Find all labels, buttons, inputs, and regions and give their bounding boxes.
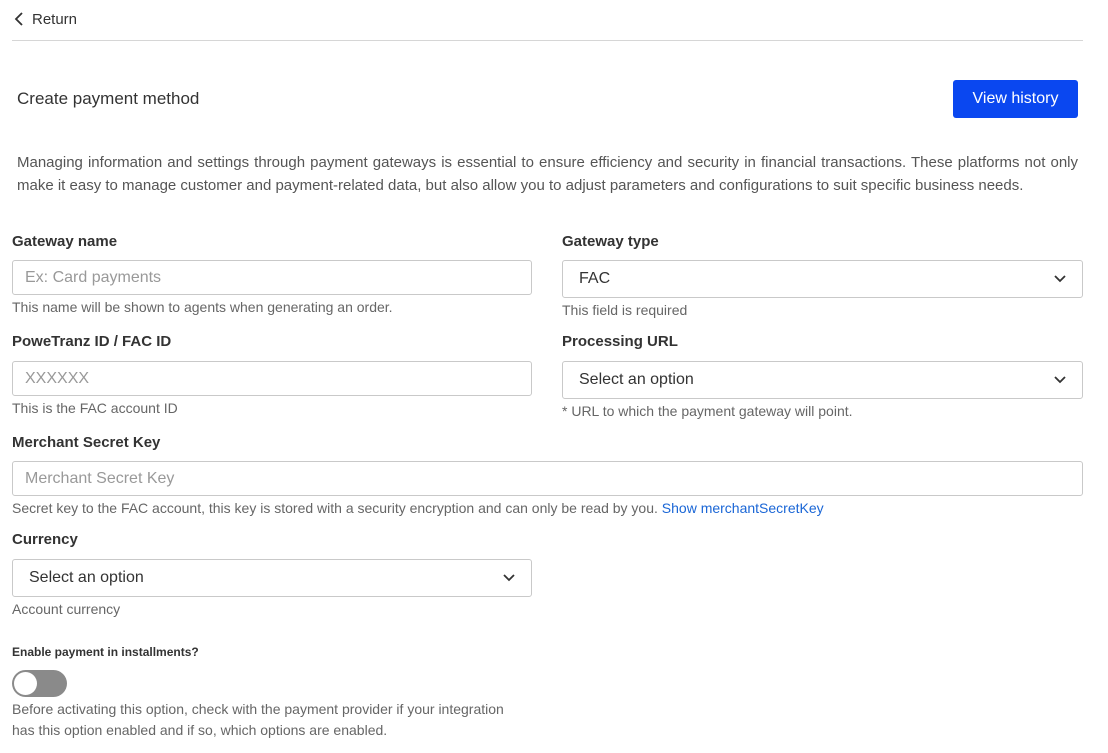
header-divider xyxy=(12,40,1083,41)
view-history-button[interactable]: View history xyxy=(953,80,1078,118)
installments-label: Enable payment in installments? xyxy=(12,645,199,659)
installments-toggle[interactable] xyxy=(12,670,67,697)
chevron-down-icon xyxy=(1054,275,1066,283)
gateway-type-help: This field is required xyxy=(562,302,688,318)
fac-id-help: This is the FAC account ID xyxy=(12,400,178,416)
gateway-type-select[interactable] xyxy=(562,260,1083,298)
secret-key-label: Merchant Secret Key xyxy=(12,434,161,451)
chevron-down-icon xyxy=(503,574,515,582)
chevron-down-icon xyxy=(1054,376,1066,384)
processing-url-label: Processing URL xyxy=(562,333,678,350)
gateway-type-label: Gateway type xyxy=(562,233,659,250)
currency-select[interactable] xyxy=(12,559,532,597)
installments-help-line2: has this option enabled and if so, which options are enabled. xyxy=(12,722,388,738)
gateway-type-value: FAC xyxy=(579,270,611,287)
return-link[interactable] xyxy=(14,9,77,29)
show-secret-key-link[interactable]: Show merchantSecretKey xyxy=(661,500,824,516)
return-label: Return xyxy=(32,10,78,28)
gateway-name-input[interactable] xyxy=(12,260,532,295)
secret-key-help xyxy=(12,500,824,516)
secret-key-help-text: Secret key to the FAC account, this key is stored with a security encryption and can only be read by you. xyxy=(12,500,658,516)
page-title: Create payment method xyxy=(17,89,200,108)
page-description: Managing information and settings through payment gateways is essential to ensure efficiency and security in financial transactions. These platforms not only make it easy to manage customer and payment-related data, but also allow you to adjust parameters and configurations to suit specific business needs. xyxy=(17,154,1078,194)
installments-help xyxy=(12,699,504,741)
processing-url-select[interactable] xyxy=(562,361,1083,399)
toggle-knob xyxy=(14,672,37,695)
gateway-name-help: This name will be shown to agents when generating an order. xyxy=(12,299,393,315)
currency-help: Account currency xyxy=(12,601,121,617)
currency-label: Currency xyxy=(12,531,78,548)
gateway-name-label: Gateway name xyxy=(12,233,118,250)
fac-id-label: PoweTranz ID / FAC ID xyxy=(12,333,172,350)
processing-url-help: * URL to which the payment gateway will point. xyxy=(562,403,853,419)
secret-key-input[interactable] xyxy=(12,461,1083,496)
installments-help-line1: Before activating this option, check with the payment provider if your integration xyxy=(12,701,504,717)
processing-url-value: Select an option xyxy=(579,371,694,388)
chevron-left-icon xyxy=(14,12,24,26)
currency-value: Select an option xyxy=(29,569,144,586)
fac-id-input[interactable] xyxy=(12,361,532,396)
